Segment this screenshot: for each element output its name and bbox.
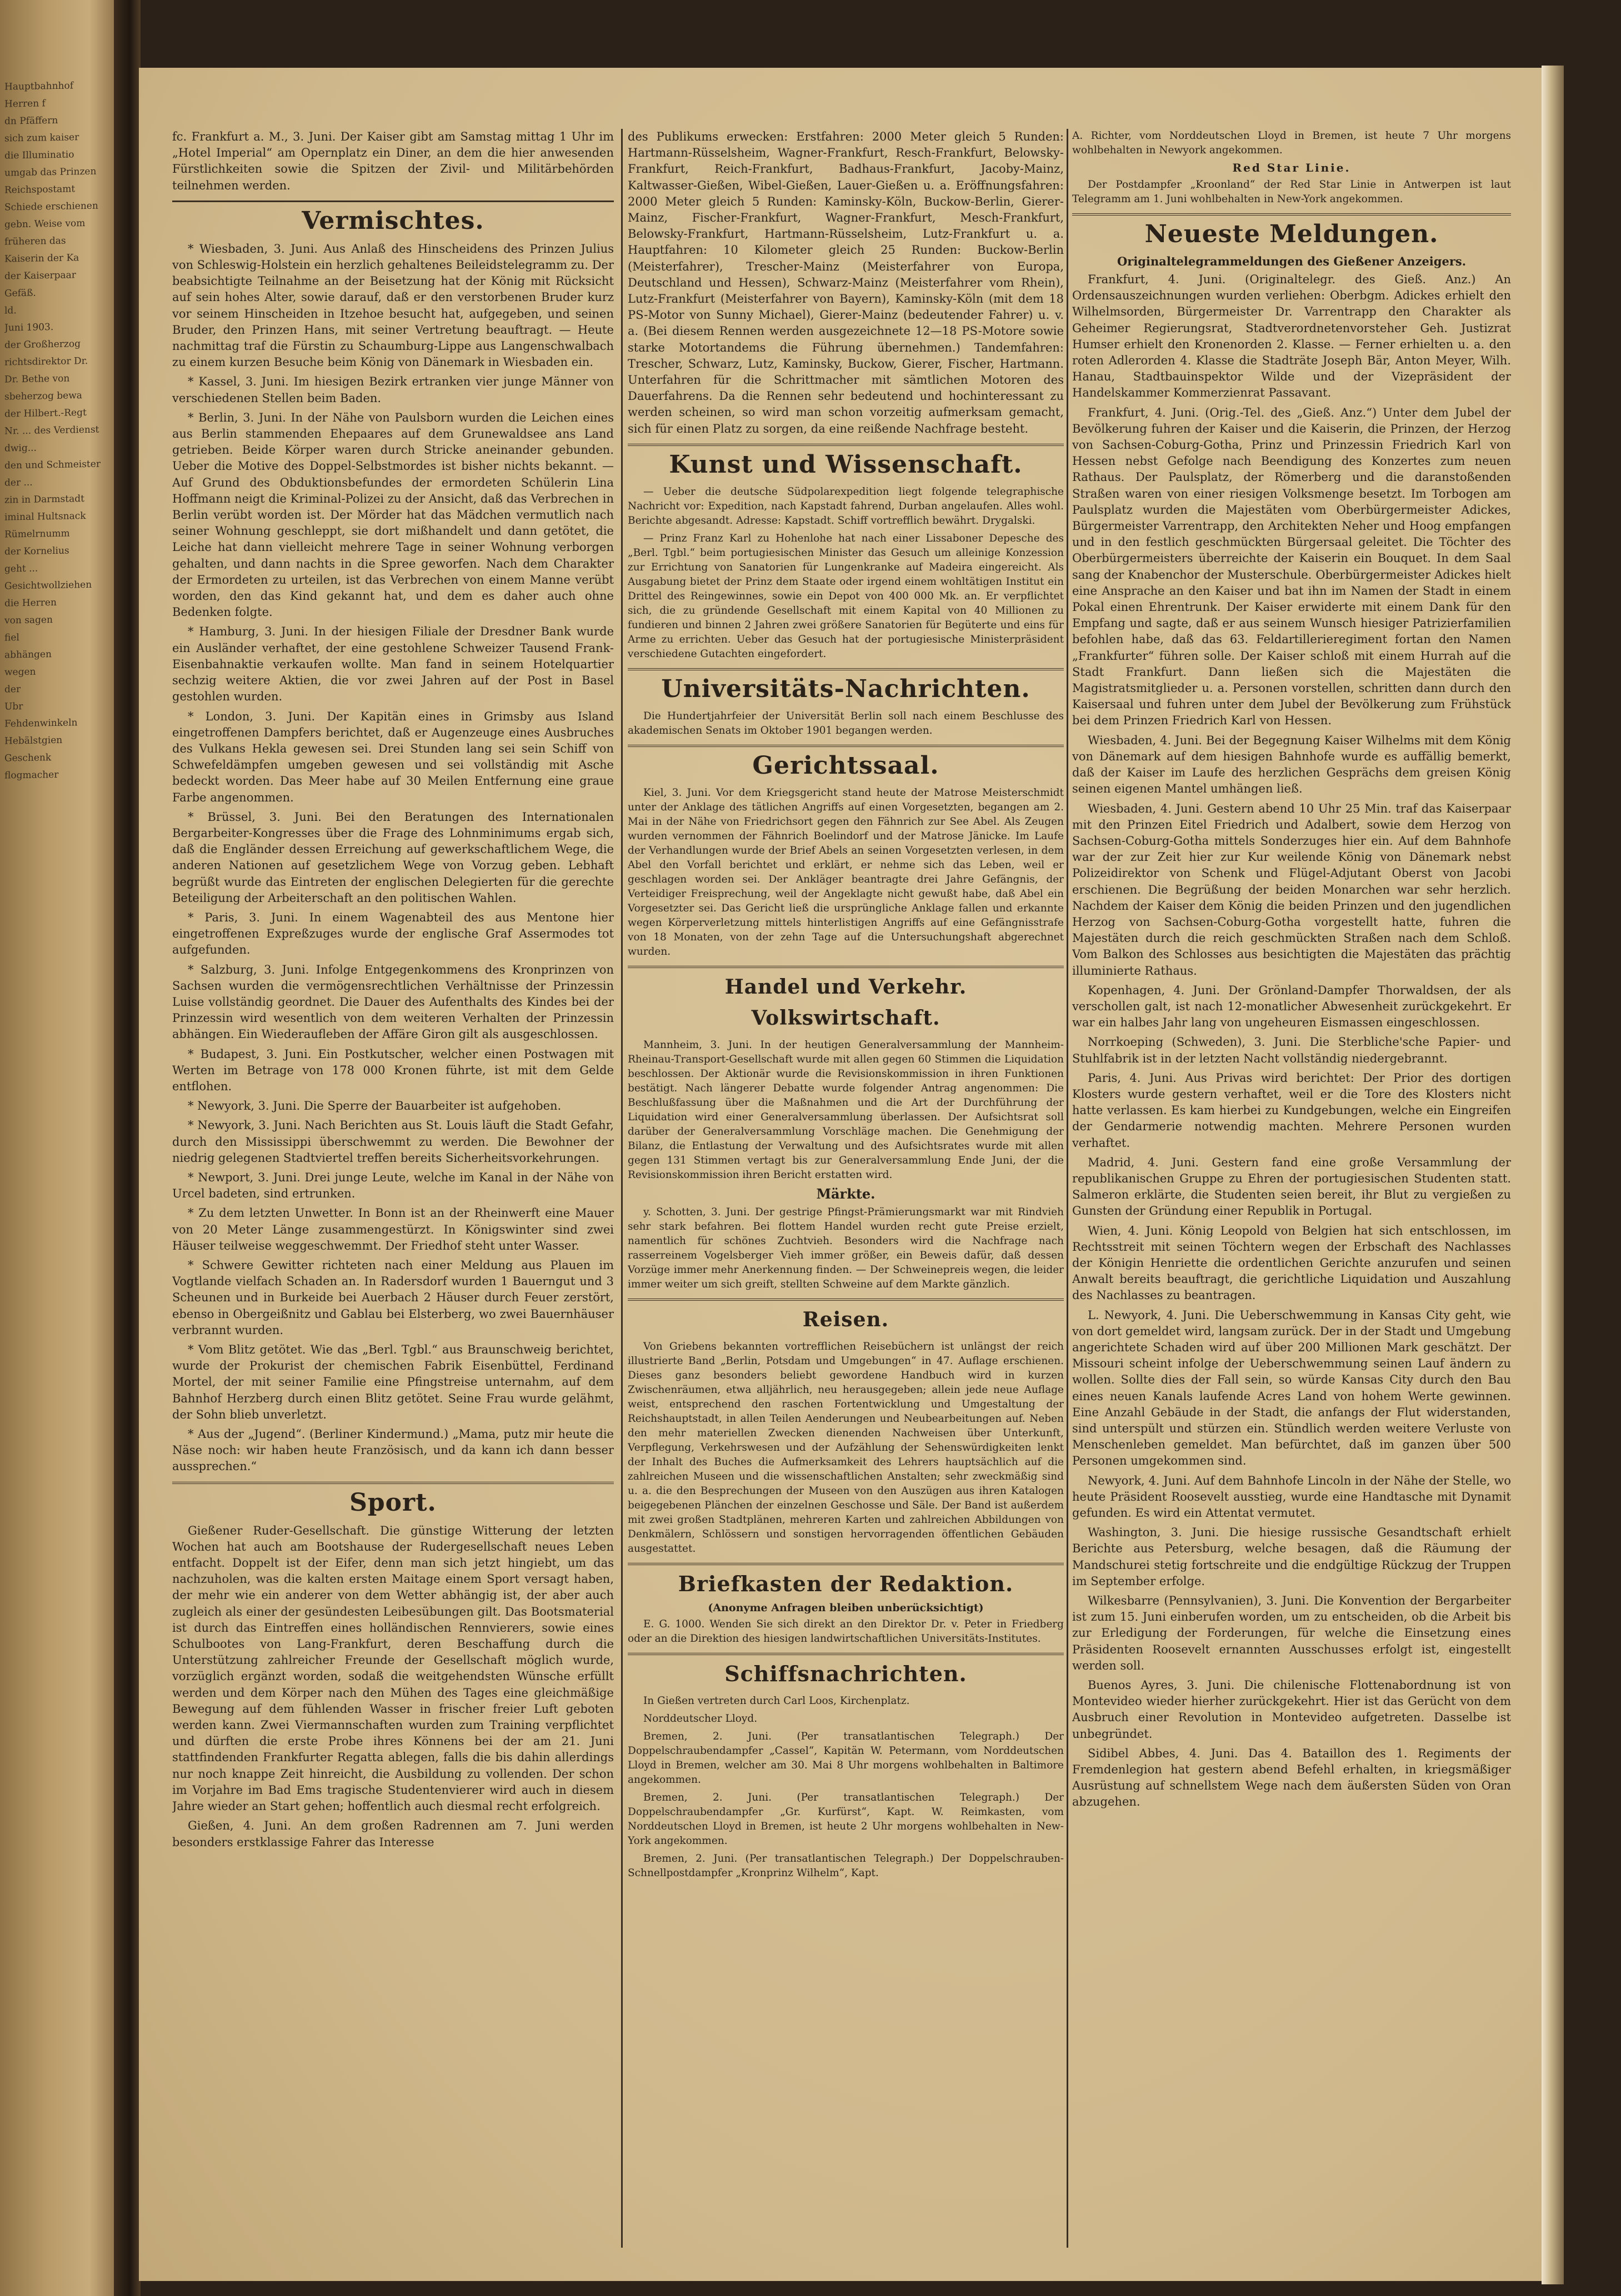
- previous-page-strip: [0, 0, 119, 2296]
- column-rule: [1067, 129, 1068, 2248]
- previous-page-line: Hauptbahnhof: [4, 80, 74, 93]
- telegram-item: Wiesbaden, 4. Juni. Bei der Begegnung Kaiser Wilhelms mit dem König von Dänemark auf dem hiesigen Bahnhofe wurde es auffällig bemerkt, daß der Kaiser im Laufe des herzlichen Gesprächs dem greisen König seinen eigenen Mantel umhängen ließ.: [1072, 733, 1511, 796]
- news-item: * Kassel, 3. Juni. Im hiesigen Bezirk ertranken vier junge Männer von verschiedenen Stellen beim Baden.: [172, 375, 614, 405]
- section-heading-sport: Sport.: [172, 1482, 614, 1518]
- telegram-item: Buenos Ayres, 3. Juni. Die chilenische Flottenabordnung ist von Montevideo wieder hierher zurückgekehrt. Hier ist das Gerücht von dem Ausbruch einer Revolution in Montevideo aufgetreten. Dasselbe ist unbegründet.: [1072, 1678, 1511, 1741]
- news-item: * Berlin, 3. Juni. In der Nähe von Paulsborn wurden die Leichen eines aus Berlin stammenden Ehepaares auf dem Grunewaldsee ans Land getrieben. Beide Körper waren durch Stricke aneinander gebunden. Ueber die Motive des Doppel-Selbstmordes ist bisher nichts bekannt. — Auf Grund des Obduktionsbefundes der ermordeten Schülerin Lina Hoffmann neigt die Kriminal-Polizei zu der Ansicht, daß das Verbrechen in Berlin verübt worden ist. Der Mörder hat das Mädchen vermutlich nach seiner Wohnung geschleppt, sie dort mißhandelt und dann getötet, die Leiche hat dann vielleicht mehrere Tage in seiner Wohnung verborgen gehalten, und dann nachts in die Spree geworfen. Nach dem Charakter der Ermordeten zu urteilen, ist das Verbrechen von einem Manne verübt worden, den das Kind gekannt hat, und dem es daher auch ohne Bedenken folgte.: [172, 410, 614, 619]
- section-heading-kunst: Kunst und Wissenschaft.: [628, 444, 1064, 480]
- telegram-item: Kopenhagen, 4. Juni. Der Grönland-Dampfer Thorwaldsen, der als verschollen galt, ist nach 12-monatlicher Abwesenheit zurückgekehrt. Er war ein halbes Jahr lang von ungeheuren Eismassen eingeschlossen.: [1072, 983, 1511, 1030]
- kunst-item: — Prinz Franz Karl zu Hohenlohe hat nach einer Lissaboner Depesche des „Berl. Tgbl.“ beim portugiesischen Minister das Gesuch um alleinige Konzession zur Errichtung von Sanatorien für Lungenkranke auf Madeira eingereicht. Als Ausgabung bietet der Prinz dem Staate oder irgend einem wohltätigen Institut ein Drittel des Reingewinnes, sowie ein Depot von 400 000 Mk. an. Er verpflichtet sich, die zu gründende Gesellschaft mit einem Kapital von 40 Millionen zu fundieren und binnen 2 Jahren zwei größere Sanatorien für Begüterte und eins für Arme zu errichten. Ueber das Gesuch hat der portugiesische Ministerpräsident verschiedene Gutachten eingefordert.: [628, 532, 1064, 660]
- telegram-item: Wien, 4. Juni. König Leopold von Belgien hat sich entschlossen, im Rechtsstreit mit seinen Töchtern wegen der Erbschaft des Nachlasses der Königin Henriette die ordentlichen Gerichte anzurufen und seinen Anwalt bereits beauftragt, die gerichtliche Liquidation und Auszahlung des Nachlasses zu beantragen.: [1072, 1224, 1511, 1302]
- section-heading-gerichtssaal: Gerichtssaal.: [628, 745, 1064, 781]
- news-item: * Hamburg, 3. Juni. In der hiesigen Filiale der Dresdner Bank wurde ein Ausländer verhaftet, der eine gestohlene Schweizer Tausend Frank-Eisenbahnaktie verkaufen wollte. Man fand in seinem Hotelquartier sechzig weitere Aktien, die vor zwei Jahren auf der Post in Basel gestohlen wurden.: [172, 625, 614, 704]
- article-handel: Mannheim, 3. Juni. In der heutigen Generalversammlung der Mannheim-Rheinau-Transport-Gesellschaft wurde mit allen gegen 60 Stimmen die Liquidation beschlossen. Der Aktionär wurde die Revisionskommission in ihren Funktionen bestätigt. Nach längerer Debatte wurde folgender Antrag angenommen: Die Beschlußfassung über die Maßnahmen und die Art der Durchführung der Liquidation wird einer Generalversammlung überlassen. Der Aufsichtsrat soll darüber der Generalversammlung Vorschläge machen. Die Genehmigung der Bilanz, die Entlastung der Verwaltung und des Aufsichtsrates wurde mit allen gegen 131 Stimmen vertagt bis zur Generalversammlung Ende Juni, der die Revisionskommission ihren Bericht erstatten wird.: [628, 1039, 1064, 1181]
- news-item: * Schwere Gewitter richteten nach einer Meldung aus Plauen im Vogtlande vielfach Schaden an. In Radersdorf wurden 1 Bauerngut und 3 Scheunen und in Burkeide bei Auerbach 2 Häuser durch Feuer zerstört, ebenso in Obergeißnitz und Gablau bei Elsterberg, wo zwei Bauernhäuser verbrannt wurden.: [172, 1259, 614, 1337]
- article-reisen: Von Griebens bekannten vortrefflichen Reisebüchern ist unlängst der reich illustrierte Band „Berlin, Potsdam und Umgebungen“ in 47. Auflage erschienen. Dieses ganz besonders beliebt gewordene Handbuch wird in kurzen Zwischenräumen, etwa alljährlich, neu herausgegeben; allein jede neue Auflage weist, entsprechend den raschen Fortentwicklung und Umgestaltung der Reichshauptstadt, in allen Teilen Aenderungen und Neubearbeitungen auf. Neben den mehr materiellen Zwecken dienenden Nachweisen über Unterkunft, Verpflegung, Verkehrswesen und der Aufzählung der Sehenswürdigkeiten lenkt der Inhalt des Buches die Aufmerksamkeit des Lehrers hauptsächlich auf die zahlreichen Museen und die wissenschaftlichen Anstalten; sehr zweckmäßig sind u. a. die den Besprechungen der Museen von den Auszügen aus ihren Katalogen beigegebenen Plänchen der einzelnen Geschosse und Säle. Der Band ist außerdem mit zwei großen Stadtplänen, mehreren Karten und zahlreichen Abbildungen von Denkmälern, Schlössern und sonstigen hervorragenden öffentlichen Gebäuden ausgestattet.: [628, 1340, 1064, 1555]
- previous-page-line: Reichspostamt: [4, 183, 76, 196]
- column-3: [1072, 129, 1511, 2259]
- vermischtes-articles: [172, 241, 614, 1475]
- previous-page-line: sich zum kaiser: [4, 132, 79, 144]
- kunst-item: — Ueber die deutsche Südpolarexpedition liegt folgende telegraphische Nachricht vor: Expedition, nach Kapstadt fahrend, Durban angelaufen. Alles wohl. Berichte abgesandt. Adresse: Kapstadt. Schiff vortrefflich bewährt. Drygalski.: [628, 485, 1064, 527]
- previous-page-line: den und Schmeister: [4, 458, 101, 472]
- previous-page-line: die Illuminatio: [4, 149, 74, 162]
- article-briefkasten: E. G. 1000. Wenden Sie sich direkt an den Direktor Dr. v. Peter in Friedberg oder an die Direktion des hiesigen landwirtschaftlichen Universitäts-Institutes.: [628, 1618, 1064, 1645]
- ship-item: Bremen, 2. Juni. (Per transatlantischen Telegraph.) Der Doppelschraubendampfer „Cassel“, Kapitän W. Petermann, vom Norddeutschen Lloyd in Bremen, welcher am 30. Mai 8 Uhr morgens wohlbehalten in Baltimore angekommen.: [628, 1730, 1064, 1786]
- previous-page-line: abhängen: [4, 649, 52, 661]
- previous-page-line: Hebälstgien: [4, 734, 63, 747]
- book-gutter: [114, 0, 141, 2296]
- article-frankfurt-diner: fc. Frankfurt a. M., 3. Juni. Der Kaiser gibt am Samstag mittag 1 Uhr im „Hotel Imperial“ am Opernplatz ein Diner, an dem die hier anwesenden Fürstlichkeiten sowie die Spitzen der Zivil- und Militärbehörden teilnehmen werden.: [172, 130, 614, 192]
- schiffsnachrichten-articles: [628, 1694, 1064, 1881]
- previous-page-line: zin in Darmstadt: [4, 493, 84, 506]
- previous-page-line: der Kornelius: [4, 545, 69, 558]
- previous-page-line: sbeherzog bewa: [4, 390, 82, 403]
- article-maerkte: y. Schotten, 3. Juni. Der gestrige Pfingst-Prämierungsmarkt war mit Rindvieh sehr stark befahren. Bei flottem Handel wurden recht gute Preise erzielt, namentlich für schönes Zuchtvieh. Besonders wird die Nachfrage nach rasserreinem Vogelsberger Vieh immer größer, ein Beweis dafür, daß dessen Vorzüge immer mehr Anerkennung finden. — Der Schweinepreis wegen, die leider immer weiter um sich greift, stellten Schweine auf dem Markte gänzlich.: [628, 1206, 1064, 1290]
- news-item: * Zu dem letzten Unwetter. In Bonn ist an der Rheinwerft eine Mauer von 20 Meter Länge zusammengestürzt. In Königswinter sind zwei Häuser teilweise weggeschwemmt. Der Friedhof steht unter Wasser.: [172, 1206, 614, 1252]
- section-heading-briefkasten: Briefkasten der Redaktion.: [628, 1563, 1064, 1600]
- article-universitaet: Die Hundertjahrfeier der Universität Berlin soll nach einem Beschlusse des akademischen Senats im Oktober 1901 begangen werden.: [628, 710, 1064, 736]
- article-lloyd-continued: A. Richter, vom Norddeutschen Lloyd in Bremen, ist heute 7 Uhr morgens wohlbehalten in Newyork angekommen.: [1072, 130, 1511, 156]
- previous-page-line: Juni 1903.: [4, 322, 54, 334]
- neueste-meldungen-articles: [1072, 272, 1511, 1811]
- previous-page-line: Geschenk: [4, 752, 52, 764]
- telegram-item: Newyork, 4. Juni. Auf dem Bahnhofe Lincoln in der Nähe der Stelle, wo heute Präsident Roosevelt ausstieg, wurde eine Handtasche mit Dynamit gefunden. Es wird ein Attentat vermutet.: [1072, 1473, 1511, 1520]
- ship-item: Bremen, 2. Juni. (Per transatlantischen Telegraph.) Der Doppelschrauben-Schnellpostdampfer „Kronprinz Wilhelm“, Kapt.: [628, 1852, 1064, 1879]
- sport-item: Gießen, 4. Juni. An dem großen Radrennen am 7. Juni werden besonders erstklassige Fahrer das Interesse: [172, 1819, 614, 1849]
- column-2: [628, 129, 1064, 2259]
- previous-page-line: wegen: [4, 666, 36, 678]
- ship-item: In Gießen vertreten durch Carl Loos, Kirchenplatz.: [643, 1695, 910, 1707]
- news-item: * Newyork, 3. Juni. Die Sperre der Bauarbeiter ist aufgehoben.: [188, 1099, 562, 1113]
- previous-page-line: dn Pfäffern: [4, 114, 58, 127]
- news-item: * Brüssel, 3. Juni. Bei den Beratungen des Internationalen Bergarbeiter-Kongresses über die Frage des Lohnminimums ergab sich, daß die Engländer dessen Erreichung auf gewerkschaftlichem Wege, die anderen Nationen auf gesetzlichem Wege von Vorzug geben. Lebhaft begrüßt wurde das Eintreten der englischen Delegierten für die gerechte Beteiligung der Arbeiterschaft an den politischen Wahlen.: [172, 810, 614, 905]
- section-heading-neueste-meldungen: Neueste Meldungen.: [1072, 213, 1511, 250]
- section-heading-reisen: Reisen.: [628, 1299, 1064, 1335]
- section-heading-universitaet: Universitäts-Nachrichten.: [628, 668, 1064, 705]
- telegram-item: Madrid, 4. Juni. Gestern fand eine große Versammlung der republikanischen Gruppe zu Ehren der portugiesischen Studenten statt. Salmeron erklärte, die Studenten seien bereit, ihr Blut zu vergießen zu Gunsten der Gründung einer Republik in Portugal.: [1072, 1155, 1511, 1218]
- news-item: * Newyork, 3. Juni. Nach Berichten aus St. Louis läuft die Stadt Gefahr, durch den Mississippi überschwemmt zu werden. Die Bewohner der niedrig gelegenen Stadtviertel treffen bereits Sicherheitsvorkehrungen.: [172, 1119, 614, 1165]
- previous-page-line: flogmacher: [4, 769, 59, 781]
- news-item: * Newport, 3. Juni. Drei junge Leute, welche im Kanal in der Nähe von Urcel badeten, sind ertrunken.: [172, 1170, 614, 1201]
- previous-page-line: Nr. ... des Verdienst: [4, 424, 99, 437]
- previous-page-text: [4, 78, 108, 784]
- article-red-star: Der Postdampfer „Kroonland“ der Red Star Linie in Antwerpen ist laut Telegramm am 1. Juni wohlbehalten in New-York angekommen.: [1072, 179, 1511, 205]
- news-item: * Paris, 3. Juni. In einem Wagenabteil des aus Mentone hier eingetroffenen Expreßzuges wurde der englische Graf Assermodes tot aufgefunden.: [172, 910, 614, 957]
- briefkasten-note: (Anonyme Anfragen bleiben unberücksichtigt): [708, 1601, 984, 1614]
- previous-page-line: früheren das: [4, 235, 66, 248]
- subheading-maerkte: Märkte.: [816, 1185, 875, 1202]
- news-item: * Wiesbaden, 3. Juni. Aus Anlaß des Hinscheidens des Prinzen Julius von Schleswig-Holstein ein herzlich gehaltenes Beileidstelegramm zu. Der beabsichtigte Teilnahme an der Beisetzung hat der König mit Rücksicht auf sein hohes Alter, sowie darauf, daß er den verstorbenen Bruder kurz vor seinem Hinscheiden in Itzehoe besucht hat, aufgegeben, und seinen Bruder, den Prinzen Hans, mit seiner Vertretung beauftragt. — Heute nachmittag traf die Fürstin zu Schaumburg-Lippe aus Langenschwalbach zu einem kurzen Besuche beim König von Dänemark in Wiesbaden ein.: [172, 242, 614, 369]
- previous-page-line: dwig...: [4, 442, 37, 454]
- telegram-item: Frankfurt, 4. Juni. (Orig.-Tel. des „Gieß. Anz.“) Unter dem Jubel der Bevölkerung fuhren der Kaiser und die Kaiserin, die Prinzen, der Herzog von Sachsen-Coburg-Gotha, Prinz und Prinzessin Friedrich Karl von Hessen nebst Gefolge nach Beendigung des Konzertes zum neuen Rathaus. Der Paulsplatz, der Römerberg und die daranstoßenden Straßen waren von einer riesigen Volksmenge besetzt. Im Torbogen am Paulsplatz wurden die Majestäten vom Oberbürgermeister Adickes, Bürgermeister Varrentrapp, den Architekten Neher und Hoog empfangen und in den festlich geschmückten Bürgersaal geleitet. Die Töchter des Oberbürgermeisters überreichte der Kaiserin ein Bouquet. In dem Saal sang der Knabenchor der Musterschule. Oberbürgermeister Adickes hielt eine Ansprache an den Kaiser und bat ihn im Namen der Stadt in einem Pokal einen Ehrentrunk. Der Kaiser erwiderte mit einem Dank für den Empfang und sagte, daß er aus seinem Wunsch hiesiger Patrizierfamilien befohlen habe, daß das 63. Feldartillerieregiment fortan den Namen „Frankfurter“ führen solle. Der Kaiser schloß mit einem Hurrah auf die Stadt Frankfurt. Dann ließen sich die Majestäten die Magistratsmitglieder u. a. Personen vorstellen, schritten dann durch den Kaisersaal und fuhren unter dem Jubel der Bevölkerung zum Frühstück bei dem Prinzen Friedrich Karl von Hessen.: [1072, 405, 1511, 728]
- previous-page-line: Rümelrnumm: [4, 528, 70, 540]
- ship-item: Bremen, 2. Juni. (Per transatlantischen Telegraph.) Der Doppelschraubendampfer „Gr. Kurfürst“, Kapt. W. Reimkasten, vom Norddeutschen Lloyd in Bremen, ist heute 2 Uhr morgens wohlbehalten in New-York angekommen.: [628, 1791, 1064, 1847]
- telegram-item: Sidibel Abbes, 4. Juni. Das 4. Bataillon des 1. Regiments der Fremdenlegion hat gestern abend Befehl erhalten, in kriegsmäßiger Ausrüstung auf schnellstem Wege nach dem äußersten Süden von Oran abzugehen.: [1072, 1746, 1511, 1809]
- previous-page-line: der Großherzog: [4, 338, 81, 351]
- telegram-item: Wilkesbarre (Pennsylvanien), 3. Juni. Die Konvention der Bergarbeiter ist zum 15. Juni einberufen worden, um zu entscheiden, ob die Arbeit bis zur Erledigung der Forderungen, für welche die Einsetzung eines Präsidenten Roosevelt ernannten Ausschusses erfolgt ist, eingestellt werden soll.: [1072, 1594, 1511, 1672]
- news-item: * Salzburg, 3. Juni. Infolge Entgegenkommens des Kronprinzen von Sachsen wurden die vermögensrechtlichen Verhältnisse der Prinzessin Luise vollständig geordnet. Die Dauer des Aufenthalts des Kindes bei der Prinzessin wird wesentlich von dem weiteren Verhalten der Prinzessin abhängen. Ein Wiederaufleben der Affäre Giron gilt als ausgeschlossen.: [172, 962, 614, 1041]
- ship-item: Norddeutscher Lloyd.: [643, 1712, 758, 1724]
- section-heading-handel: Handel und Verkehr. Volkswirtschaft.: [628, 966, 1064, 1034]
- news-item: * Vom Blitz getötet. Wie das „Berl. Tgbl.“ aus Braunschweig berichtet, wurde der Prokurist der chemischen Fabrik Eisenbüttel, Ferdinand Mortel, der mit seiner Familie eine Pfingstreise unternahm, auf dem Bahnhof Herzberg durch einen Blitz getötet. Seine Frau wurde gelähmt, der Sohn blieb unverletzt.: [172, 1343, 614, 1421]
- article-gerichtssaal: Kiel, 3. Juni. Vor dem Kriegsgericht stand heute der Matrose Meisterschmidt unter der Anklage des tätlichen Angriffs auf einen Vorgesetzten, begangen am 2. Mai in der Nähe von Friedrichsort gegen den Fähnrich zur See Abel. Als Zeugen wurden vernommen der Fähnrich Boelindorf und der Matrose Jänicke. Im Laufe der Verhandlungen wurde der Brief Abels an seinen Vorgesetzten verlesen, in dem Abel den Vorfall berichtet und erklärt, er nehme sich das Leben, weil er geschlagen worden sei. Der Ankläger beantragte drei Jahre Gefängnis, der Verteidiger Freisprechung, weil der Angeklagte nicht gewußt habe, daß Abel ein Vorgesetzter sei. Das Gericht ließ die ursprüngliche Anklage fallen und erkannte wegen Körperverletzung mittels hinterlistigen Angriffs auf eine Gefängnisstrafe von 18 Monaten, von der zehn Tage auf die Untersuchungshaft abgerechnet wurden.: [628, 786, 1064, 957]
- previous-page-line: die Herren: [4, 596, 57, 609]
- subheading-originaltelegramme: Originaltelegrammeldungen des Gießener Anzeigers.: [1117, 254, 1467, 268]
- telegram-item: Paris, 4. Juni. Aus Privas wird berichtet: Der Prior des dortigen Klosters wurde gestern verhaftet, weil er die Tore des Klosters nicht hatte verlassen. Es kam hierbei zu Kundgebungen, welche ein Eingreifen der Gendarmerie notwendig machten. Mehrere Personen wurden verhaftet.: [1072, 1071, 1511, 1150]
- newspaper-page: [139, 68, 1542, 2281]
- news-item: * London, 3. Juni. Der Kapitän eines in Grimsby aus Island eingetroffenen Dampfers berichtet, daß er Augenzeuge eines Ausbruches des Vulkans Hekla gewesen sei. Drei Stunden lang sei sein Schiff von Schwefeldämpfen umgeben gewesen und sei vollständig mit Asche bedeckt worden. Das Meer habe auf 30 Meilen Entfernung eine graue Farbe angenommen.: [172, 709, 614, 804]
- sport-item: Gießener Ruder-Gesellschaft. Die günstige Witterung der letzten Wochen hat auch am Bootshause der Rudergesellschaft neues Leben entfacht. Doppelt ist der Eifer, denn man sich jetzt hingiebt, um das nachzuholen, was die kalten ersten Maitage einem Sport versagt haben, der mehr wie ein anderer von dem Wetter abhängig ist, der aber auch zugleich als einer der gesündesten Leibesübungen gilt. Das Bootsmaterial ist durch das Eintreffen eines holländischen Rennvierers, sowie eines Schulbootes von Lang-Frankfurt, deren Beschaffung durch die Unterstützung zahlreicher Freunde der Gesellschaft möglich wurde, vorzüglich ergänzt worden, sodaß die weitgehendsten Wünsche erfüllt werden und dem Körper nach den Mühen des Tages eine gleichmäßige Bewegung auf dem fühlenden Wasser in frischer freier Luft geboten werden kann. Zwei Viermannschaften wurden zum Training verpflichtet und dürften die erste Probe ihres Könnens bei der am 21. Juni stattfindenden Frankfurter Regatta ablegen, falls die bis dahin allerdings nur noch knappe Zeit hinreicht, die Ausbildung zu vollenden. Der schon im Vorjahre im Bad Ems tragische Studentenvierer wird auch in diesem Jahre wieder an Start gehen; hoffentlich auch diesmal recht erfolgreich.: [172, 1523, 614, 1813]
- previous-page-line: fiel: [4, 632, 19, 644]
- telegram-item: Frankfurt, 4. Juni. (Originaltelegr. des Gieß. Anz.) An Ordensauszeichnungen wurden verliehen: Oberbgm. Adickes erhielt den Wilhelmsorden, Bürgermeister Dr. Varrentrapp den Charakter als Geheimer Regierungsrat, Stadtverordnetenvorsteher Geh. Justizrat Humser erhielt den Kronenorden 2. Klasse. — Ferner erhielten u. a. den roten Adlerorden 4. Klasse die Stadträte Joseph Bär, Anton Meyer, Wilh. Hanau, Stadtbauinspektor Wilde und der Vizepräsident der Handelskammer Kommerzienrat Passavant.: [1072, 273, 1511, 400]
- column-1: [172, 129, 614, 2259]
- previous-page-line: Gefäß.: [4, 287, 36, 299]
- previous-page-line: Gesichtwollziehen: [4, 579, 92, 592]
- page-edge: [1542, 66, 1564, 2284]
- previous-page-line: Fehdenwinkeln: [4, 717, 78, 730]
- article-radrennen-continued: des Publikums erwecken: Erstfahren: 2000 Meter gleich 5 Runden: Hartmann-Rüsselsheim, Wagner-Frankfurt, Resch-Frankfurt, Belowsky-Frankfurt, Reich-Frankfurt, Badhaus-Frankfurt, Jacoby-Mainz, Kaltwasser-Gießen, Wibel-Gießen, Lauer-Gießen u. a. Eröffnungsfahren: 2000 Meter gleich 5 Runden: Kaminsky-Köln, Buckow-Berlin, Gierer-Mainz, Fischer-Frankfurt, Wagner-Frankfurt, Mesch-Frankfurt, Belowsky-Frankfurt, Hartmann-Rüsselsheim, Lutz-Frankfurt u. a. Hauptfahren: 10 Kilometer gleich 25 Runden: Buckow-Berlin (Meisterfahrer), Trescher-Mainz (Meisterfahrer von Europa, Deutschland und Hessen), Schwarz-Mainz (Meisterfahrer vom Rhein), Lutz-Frankfurt (Meisterfahrer von Bayern), Kaminsky-Köln (mit dem 18 PS-Motor von Sunny Michael), Gierer-Mainz (bedeutender Fahrer) u. v. a. (Bei diesem Rennen werden ausgezeichnete 12—18 PS-Motore sowie starke Motortandems die Führung übernehmen.) Tandemfahren: Trescher, Schwarz, Lutz, Kaminsky, Buckow, Gierer, Fischer, Hartmann. Unterfahren für die Schrittmacher mit sämtlichen Motoren des Dauerfahrens. Da die Rennen sehr bedeutend und hochinteressant zu werden scheinen, so wird man schon vorzeitig aufmerksam gemacht, sich für einen Platz zu sorgen, da eine reißende Nachfrage besteht.: [628, 130, 1064, 435]
- previous-page-line: Dr. Bethe von: [4, 373, 70, 385]
- news-item: * Budapest, 3. Juni. Ein Postkutscher, welcher einen Postwagen mit Werten im Betrage von 178 000 Kronen führte, ist mit dem Gelde entflohen.: [172, 1047, 614, 1093]
- previous-page-line: Schiede erschienen: [4, 200, 98, 213]
- telegram-item: Norrkoeping (Schweden), 3. Juni. Die Sterbliche'sche Papier- und Stuhlfabrik ist in der letzten Nacht vollständig niedergebrannt.: [1072, 1035, 1511, 1065]
- subheading-red-star: Red Star Linie.: [1232, 161, 1351, 174]
- telegram-item: Wiesbaden, 4. Juni. Gestern abend 10 Uhr 25 Min. traf das Kaiserpaar mit den Prinzen Eitel Friedrich und Adalbert, sowie dem Herzog von Sachsen-Coburg-Gotha mittels Sonderzuges hier ein. Auf dem Bahnhofe war der zur Zeit hier zur Kur weilende König von Dänemark nebst Polizeidirektor von Schenk und Flügel-Adjutant Oberst von Jacobi erschienen. Die Begrüßung der beiden Monarchen war sehr herzlich. Nachdem der Kaiser dem König die beiden Prinzen und den jugendlichen Herzog von Sachsen-Coburg-Gotha vorgestellt hatte, fuhren die Majestäten durch die reich geschmückten Straßen nach dem Schloß. Vom Balkon des Schlosses aus besichtigten die Majestäten das prächtig illuminierte Rathaus.: [1072, 801, 1511, 977]
- section-heading-schiffsnachrichten: Schiffsnachrichten.: [628, 1653, 1064, 1690]
- telegram-item: Washington, 3. Juni. Die hiesige russische Gesandtschaft erhielt Berichte aus Petersburg, welche besagen, daß die Räumung der Mandschurei stetig fortschreite und die endgültige Rückzug der Truppen im September erfolge.: [1072, 1526, 1511, 1588]
- previous-page-line: Ubr: [4, 701, 23, 713]
- kunst-articles: [628, 485, 1064, 661]
- previous-page-line: richtsdirektor Dr.: [4, 355, 88, 368]
- news-item: * Aus der „Jugend“. (Berliner Kindermund.) „Mama, putz mir heute die Näse noch: wir haben heute Französisch, und da kann ich dann besser aussprechen.“: [172, 1427, 614, 1473]
- previous-page-line: umgab das Prinzen: [4, 166, 97, 179]
- previous-page-line: iminal Hultsnack: [4, 510, 86, 523]
- previous-page-line: der Kaiserpaar: [4, 269, 76, 282]
- previous-page-line: gebn. Weise vom: [4, 218, 86, 230]
- section-heading-vermischtes: Vermischtes.: [172, 200, 614, 237]
- sport-articles: [172, 1523, 614, 1851]
- previous-page-line: Kaiserin der Ka: [4, 252, 79, 265]
- previous-page-line: ld.: [4, 305, 17, 317]
- previous-page-line: von sagen: [4, 614, 53, 626]
- column-rule: [621, 129, 623, 2248]
- previous-page-line: der Hilbert.-Regt: [4, 407, 87, 420]
- previous-page-line: geht ...: [4, 563, 38, 575]
- telegram-item: L. Newyork, 4. Juni. Die Ueberschwemmung in Kansas City geht, wie von dort gemeldet wird, langsam zurück. Der in der Stadt und Umgebung angerichtete Schaden wird auf über 200 Millionen Mark geschätzt. Der Missouri scheint infolge der Ueberschwemmung seinen Lauf ändern zu wollen. Sollte dies der Fall sein, so würde Kansas City durch den Bau eines neuen Kanals laufende Acres Land von hohem Werte gewinnen. Eine Anzahl Gebäude in der Stadt, die anfangs der Flut widerstanden, sind unterspült und stürzen ein. Stündlich werden weitere Verluste von Menschenleben gemeldet. Man befürchtet, daß im ganzen über 500 Personen umgekommen sind.: [1072, 1308, 1511, 1468]
- previous-page-line: Herren f: [4, 98, 46, 110]
- previous-page-line: der ...: [4, 477, 33, 489]
- previous-page-line: der: [4, 684, 21, 695]
